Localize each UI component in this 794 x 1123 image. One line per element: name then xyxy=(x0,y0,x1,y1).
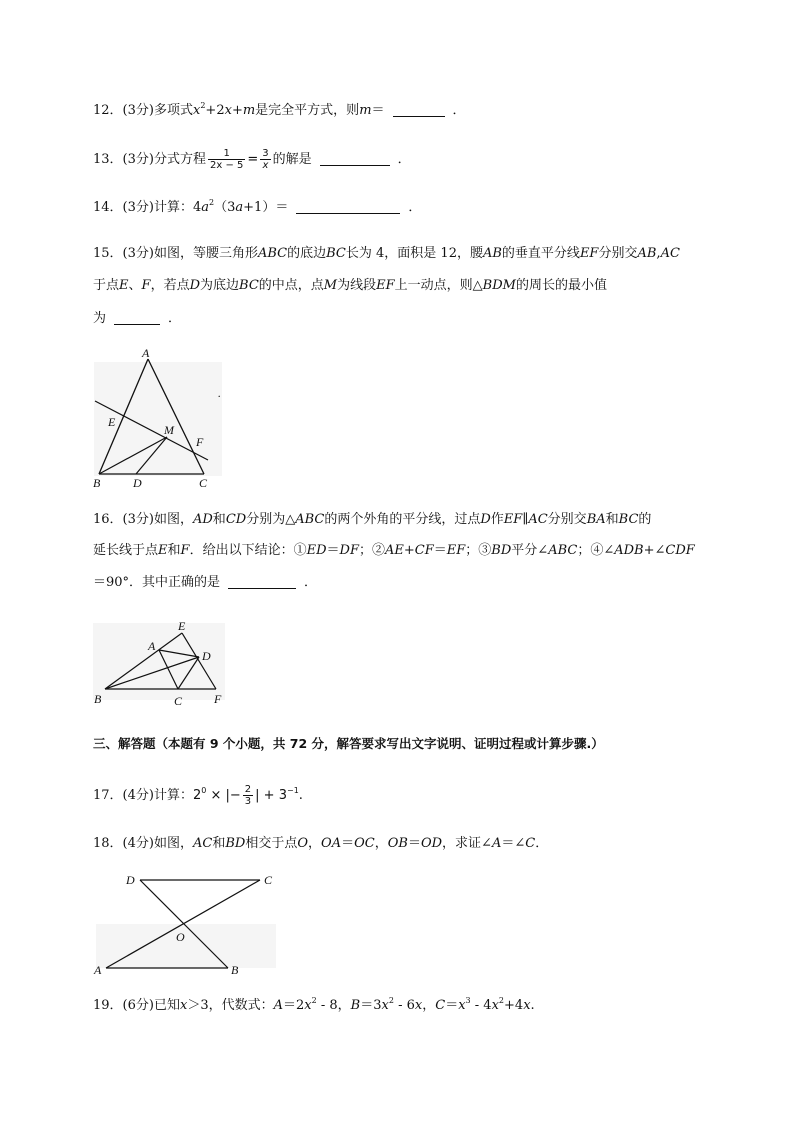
question-12: 12．(3分)多项式$x^2+2x+m$是完全平方式，则m＝ ． xyxy=(93,101,466,118)
label-o: O xyxy=(176,930,185,944)
answer-blank[interactable] xyxy=(296,199,400,214)
question-16-line-2: 延长线于点E和F．给出以下结论：①ED＝DF；②AE+CF＝EF；③BD平分∠ABC；④∠ADB+∠CDF xyxy=(93,543,695,558)
question-15-line-3: 为 ． xyxy=(93,311,182,326)
label-d: D xyxy=(133,476,142,490)
question-15-line-2: 于点E、F，若点D为底边BC的中点，点M为线段EF上一动点，则△BDM的周长的最小值 xyxy=(93,278,607,293)
label-d: D xyxy=(126,873,135,887)
figure-18-crossing-segments xyxy=(88,868,288,980)
label-b: B xyxy=(94,692,102,706)
figure-15-triangle xyxy=(88,340,228,490)
figure-background xyxy=(96,924,276,968)
answer-blank[interactable] xyxy=(114,310,160,325)
answer-blank[interactable] xyxy=(320,151,390,166)
fraction: $\frac{3}{x}$ xyxy=(262,148,269,171)
question-18: 18．(4分)如图，AC和BD相交于点O，OA＝OC，OB＝OD，求证∠A＝∠C． xyxy=(93,836,549,851)
label-f: F xyxy=(196,435,204,449)
question-16-line-3: ＝90°．其中正确的是 ． xyxy=(93,575,318,590)
label-c: C xyxy=(264,873,273,887)
label-e: E xyxy=(178,619,186,633)
question-15-line-1: 15．(3分)如图，等腰三角形ABC的底边BC长为 4，面积是 12，腰AB的垂直平分线EF分别交AB,AC xyxy=(93,246,680,261)
label-a: A xyxy=(148,639,156,653)
label-b: B xyxy=(93,476,101,490)
answer-blank[interactable] xyxy=(228,574,296,589)
fraction: $\frac{2}{3}$ xyxy=(244,784,252,807)
figure-16-triangle xyxy=(88,615,238,710)
answer-blank[interactable] xyxy=(393,102,445,117)
section-3-header: 三、解答题（本题有 9 个小题，共 72 分，解答要求写出文字说明、证明过程或计算步骤.） xyxy=(93,736,604,751)
figure-dot: . xyxy=(218,386,221,400)
question-19: 19．(6分)已知x＞3，代数式：$A=2x^2 - 8$，$B=3x^2 - 6x$，$C=x^3 - 4x^2+4x$. xyxy=(93,996,535,1013)
label-a: A xyxy=(142,346,150,360)
question-14: 14．(3分)计算：$4a^2(3a+1)=$ ． xyxy=(93,198,422,215)
label-m: M xyxy=(164,423,174,437)
label-c: C xyxy=(199,476,208,490)
label-e: E xyxy=(108,415,116,429)
question-16-line-1: 16．(3分)如图，AD和CD分别为△ABC的两个外角的平分线，过点D作EF∥AC分别交BA和BC的 xyxy=(93,512,652,527)
fraction: $\frac{1}{2x - 5}$ xyxy=(209,148,244,171)
label-d: D xyxy=(202,649,211,663)
label-b: B xyxy=(231,963,239,977)
label-f: F xyxy=(214,692,222,706)
question-17: 17．(4分)计算：$2^0$ × |− $\frac{2}{3}$ | + $3^{-1}$. xyxy=(93,784,303,807)
question-13: 13．(3分)分式方程 $\frac{1}{2x - 5}$ = $\frac{3}{x}$ 的解是 ． xyxy=(93,148,411,171)
label-c: C xyxy=(174,694,183,708)
label-a: A xyxy=(94,963,102,977)
